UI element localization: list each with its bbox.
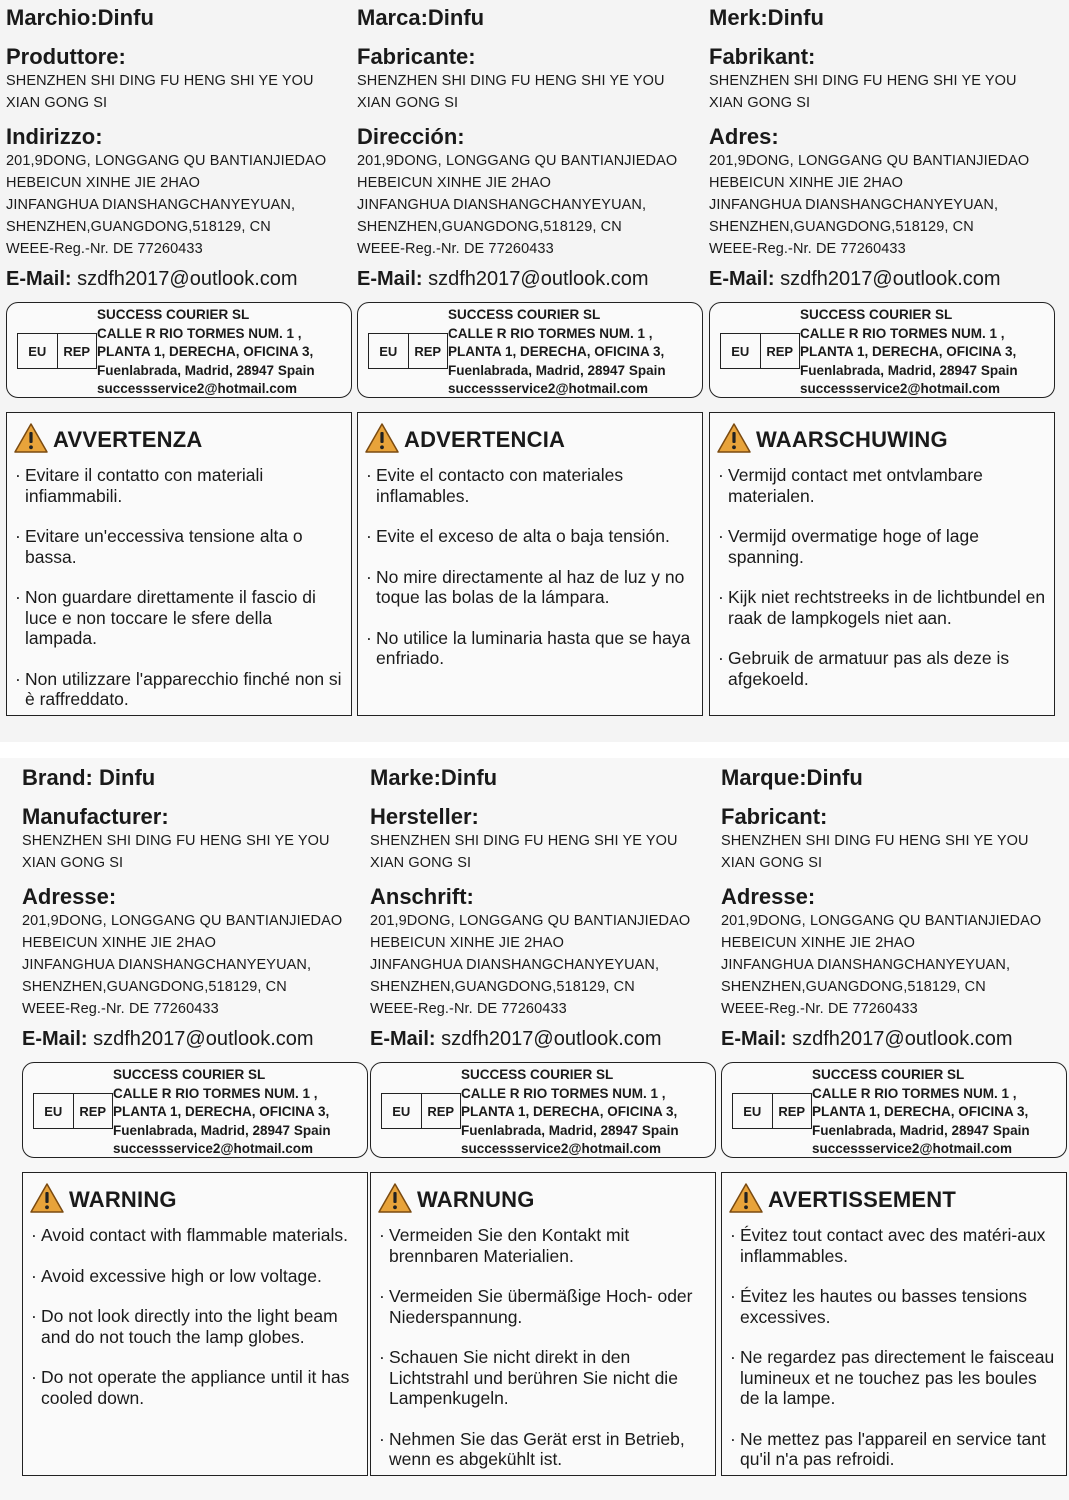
warning-item: · Evitare un'eccessiva tensione alta o bassa. (15, 526, 343, 567)
warning-list (7, 461, 351, 710)
eu-rep-address (97, 306, 315, 399)
email-label: E-Mail: (370, 1028, 436, 1050)
warning-title: WAARSCHUWING (756, 427, 948, 452)
warning-box (721, 1172, 1067, 1476)
manufacturer-line: SHENZHEN SHI DING FU HENG SHI YE YOU (721, 833, 1029, 849)
address-label: Adresse: (721, 884, 816, 909)
label-column (370, 764, 716, 1476)
eu-tag: EU (382, 1094, 422, 1128)
address-line: HEBEICUN XINHE JIE 2HAO (721, 935, 916, 951)
warning-item: · Do not look directly into the light beam and do not touch the lamp globes. (31, 1306, 359, 1347)
manufacturer-line: SHENZHEN SHI DING FU HENG SHI YE YOU (357, 73, 665, 89)
eu-rep-line: CALLE R RIO TORMES NUM. 1 , (461, 1085, 666, 1101)
eu-rep-box (22, 1062, 368, 1158)
eu-tag: EU (721, 334, 761, 368)
email-address: szdfh2017@outlook.com (780, 268, 1001, 290)
brand-line: Merk:Dinfu (709, 5, 824, 30)
warning-item: · Evite el exceso de alta o baja tensión. (366, 526, 694, 547)
eu-rep-line: CALLE R RIO TORMES NUM. 1 , (448, 325, 653, 341)
email-address: szdfh2017@outlook.com (428, 268, 649, 290)
warning-box (370, 1172, 716, 1476)
eu-rep-line: SUCCESS COURIER SL (812, 1067, 965, 1082)
manufacturer-label: Fabricant: (721, 804, 828, 829)
warning-item: · Do not operate the appliance until it has cooled down. (31, 1367, 359, 1408)
eu-rep-line: CALLE R RIO TORMES NUM. 1 , (113, 1085, 318, 1101)
address-label: Dirección: (357, 124, 465, 149)
eu-rep-badge (33, 1093, 113, 1129)
address-line: JINFANGHUA DIANSHANGCHANYEYUAN, (6, 197, 296, 213)
brand-line: Marque:Dinfu (721, 765, 863, 790)
address-line: HEBEICUN XINHE JIE 2HAO (709, 175, 904, 191)
warning-header (722, 1179, 1066, 1221)
warning-list (710, 461, 1054, 689)
address-line: SHENZHEN,GUANGDONG,518129, CN (709, 219, 974, 235)
warning-box (22, 1172, 368, 1476)
address-line: 201,9DONG, LONGGANG QU BANTIANJIEDAO (709, 153, 1030, 169)
warning-title: AVERTISSEMENT (768, 1187, 956, 1212)
manufacturer-line: SHENZHEN SHI DING FU HENG SHI YE YOU (370, 833, 678, 849)
manufacturer-line: SHENZHEN SHI DING FU HENG SHI YE YOU (22, 833, 330, 849)
manufacturer-label: Produttore: (6, 44, 126, 69)
warning-triangle-icon (13, 422, 53, 459)
address-line: HEBEICUN XINHE JIE 2HAO (6, 175, 201, 191)
warning-header (23, 1179, 367, 1221)
email-row (357, 266, 703, 292)
eu-rep-line: successservice2@hotmail.com (800, 381, 1001, 396)
eu-rep-line: successservice2@hotmail.com (448, 381, 649, 396)
brand-line: Marke:Dinfu (370, 765, 498, 790)
eu-rep-box (709, 302, 1055, 398)
address-line: SHENZHEN,GUANGDONG,518129, CN (6, 219, 271, 235)
email-label: E-Mail: (22, 1028, 88, 1050)
email-label: E-Mail: (721, 1028, 787, 1050)
label-column (6, 4, 352, 716)
address-line: WEEE-Reg.-Nr. DE 77260433 (709, 241, 906, 257)
warning-item: · Non guardare direttamente il fascio di luce e non toccare le sfere della lampada. (15, 587, 343, 649)
eu-rep-address (812, 1066, 1030, 1159)
address-line: HEBEICUN XINHE JIE 2HAO (22, 935, 217, 951)
address-line: HEBEICUN XINHE JIE 2HAO (357, 175, 552, 191)
rep-tag: REP (414, 343, 442, 359)
warning-triangle-icon (29, 1182, 69, 1219)
eu-rep-line: PLANTA 1, DERECHA, OFICINA 3, (461, 1104, 678, 1119)
warning-item: · Ne mettez pas l'appareil en service tant qu'il n'a pas refroidi. (730, 1429, 1058, 1470)
eu-tag: EU (369, 334, 409, 368)
address-line: 201,9DONG, LONGGANG QU BANTIANJIEDAO (721, 913, 1042, 929)
eu-rep-line: successservice2@hotmail.com (113, 1141, 314, 1156)
warning-list (371, 1221, 715, 1470)
eu-rep-line: Fuenlabrada, Madrid, 28947 Spain (800, 362, 1018, 378)
email-row (22, 1026, 368, 1052)
warning-item: · Vermijd contact met ontvlambare materialen. (718, 465, 1046, 506)
label-column (721, 764, 1067, 1476)
address-line: JINFANGHUA DIANSHANGCHANYEYUAN, (721, 957, 1011, 973)
warning-triangle-icon (716, 422, 756, 459)
manufacturer-line: XIAN GONG SI (721, 855, 823, 871)
warning-box (6, 412, 352, 716)
eu-rep-badge (720, 333, 800, 369)
eu-rep-line: SUCCESS COURIER SL (448, 307, 601, 322)
eu-rep-line: successservice2@hotmail.com (812, 1141, 1013, 1156)
eu-rep-line: successservice2@hotmail.com (97, 381, 298, 396)
address-line: WEEE-Reg.-Nr. DE 77260433 (721, 1001, 918, 1017)
eu-rep-line: Fuenlabrada, Madrid, 28947 Spain (97, 362, 315, 378)
address-line: JINFANGHUA DIANSHANGCHANYEYUAN, (22, 957, 312, 973)
manufacturer-line: XIAN GONG SI (22, 855, 124, 871)
warning-header (710, 419, 1054, 461)
eu-rep-line: PLANTA 1, DERECHA, OFICINA 3, (448, 344, 665, 359)
brand-line: Marchio:Dinfu (6, 5, 154, 30)
address-line: SHENZHEN,GUANGDONG,518129, CN (22, 979, 287, 995)
email-row (709, 266, 1055, 292)
warning-title: ADVERTENCIA (404, 427, 566, 452)
email-address: szdfh2017@outlook.com (93, 1028, 314, 1050)
eu-rep-badge (368, 333, 448, 369)
eu-rep-box (6, 302, 352, 398)
warning-item: · Evite el contacto con materiales inflamables. (366, 465, 694, 506)
address-line: 201,9DONG, LONGGANG QU BANTIANJIEDAO (6, 153, 327, 169)
address-line: JINFANGHUA DIANSHANGCHANYEYUAN, (370, 957, 660, 973)
eu-tag: EU (18, 334, 58, 368)
rep-tag: REP (427, 1103, 455, 1119)
rep-tag: REP (63, 343, 91, 359)
eu-rep-line: SUCCESS COURIER SL (800, 307, 953, 322)
eu-rep-address (461, 1066, 679, 1159)
address-label: Adresse: (22, 884, 117, 909)
eu-rep-line: Fuenlabrada, Madrid, 28947 Spain (812, 1122, 1030, 1138)
warning-item: · Évitez tout contact avec des matéri-aux inflammables. (730, 1225, 1058, 1266)
eu-rep-badge (17, 333, 97, 369)
warning-item: · No utilice la luminaria hasta que se haya enfriado. (366, 628, 694, 669)
eu-rep-line: CALLE R RIO TORMES NUM. 1 , (97, 325, 302, 341)
warning-title: AVVERTENZA (53, 427, 203, 452)
eu-rep-line: Fuenlabrada, Madrid, 28947 Spain (448, 362, 666, 378)
eu-rep-line: SUCCESS COURIER SL (113, 1067, 266, 1082)
address-line: WEEE-Reg.-Nr. DE 77260433 (370, 1001, 567, 1017)
address-line: JINFANGHUA DIANSHANGCHANYEYUAN, (357, 197, 647, 213)
warning-triangle-icon (728, 1182, 768, 1219)
warning-item: · Avoid contact with flammable materials. (31, 1225, 359, 1246)
email-address: szdfh2017@outlook.com (792, 1028, 1013, 1050)
manufacturer-line: SHENZHEN SHI DING FU HENG SHI YE YOU (709, 73, 1017, 89)
warning-title: WARNUNG (417, 1187, 535, 1212)
warning-item: · Kijk niet rechtstreeks in de lichtbundel en raak de lampkogels niet aan. (718, 587, 1046, 628)
eu-rep-line: successservice2@hotmail.com (461, 1141, 662, 1156)
brand-line: Brand: Dinfu (22, 765, 156, 790)
manufacturer-label: Fabrikant: (709, 44, 816, 69)
warning-header (358, 419, 702, 461)
address-line: 201,9DONG, LONGGANG QU BANTIANJIEDAO (22, 913, 343, 929)
eu-rep-line: PLANTA 1, DERECHA, OFICINA 3, (97, 344, 314, 359)
warning-item: · Ne regardez pas directement le faisceau lumineux et ne touchez pas les boules de la lampe. (730, 1347, 1058, 1409)
email-row (721, 1026, 1067, 1052)
eu-rep-line: SUCCESS COURIER SL (97, 307, 250, 322)
rep-tag: REP (766, 343, 794, 359)
address-line: WEEE-Reg.-Nr. DE 77260433 (6, 241, 203, 257)
warning-triangle-icon (377, 1182, 417, 1219)
address-line: HEBEICUN XINHE JIE 2HAO (370, 935, 565, 951)
manufacturer-line: XIAN GONG SI (370, 855, 472, 871)
rep-tag: REP (79, 1103, 107, 1119)
warning-item: · Vermeiden Sie den Kontakt mit brennbaren Materialien. (379, 1225, 707, 1266)
warning-item: · Évitez les hautes ou basses tensions excessives. (730, 1286, 1058, 1327)
warning-box (709, 412, 1055, 716)
eu-rep-address (448, 306, 666, 399)
warning-item: · Nehmen Sie das Gerät erst in Betrieb, wenn es abgekühlt ist. (379, 1429, 707, 1470)
eu-rep-line: SUCCESS COURIER SL (461, 1067, 614, 1082)
address-line: SHENZHEN,GUANGDONG,518129, CN (721, 979, 986, 995)
eu-rep-box (370, 1062, 716, 1158)
manufacturer-label: Manufacturer: (22, 804, 169, 829)
email-row (370, 1026, 716, 1052)
warning-item: · Avoid excessive high or low voltage. (31, 1266, 359, 1287)
rep-tag: REP (778, 1103, 806, 1119)
eu-rep-line: PLANTA 1, DERECHA, OFICINA 3, (800, 344, 1017, 359)
warning-triangle-icon (364, 422, 404, 459)
address-label: Adres: (709, 124, 779, 149)
brand-line: Marca:Dinfu (357, 5, 485, 30)
warning-list (358, 461, 702, 669)
manufacturer-line: SHENZHEN SHI DING FU HENG SHI YE YOU (6, 73, 314, 89)
address-line: SHENZHEN,GUANGDONG,518129, CN (370, 979, 635, 995)
warning-header (371, 1179, 715, 1221)
eu-rep-line: PLANTA 1, DERECHA, OFICINA 3, (113, 1104, 330, 1119)
warning-item: · Evitare il contatto con materiali infiammabili. (15, 465, 343, 506)
eu-tag: EU (34, 1094, 74, 1128)
warning-item: · Non utilizzare l'apparecchio finché non si è raffreddato. (15, 669, 343, 710)
address-line: JINFANGHUA DIANSHANGCHANYEYUAN, (709, 197, 999, 213)
label-column (709, 4, 1055, 716)
warning-item: · Schauen Sie nicht direkt in den Lichtstrahl und berühren Sie nicht die Lampenkugeln. (379, 1347, 707, 1409)
manufacturer-line: XIAN GONG SI (357, 95, 459, 111)
eu-rep-box (357, 302, 703, 398)
address-line: SHENZHEN,GUANGDONG,518129, CN (357, 219, 622, 235)
manufacturer-label: Hersteller: (370, 804, 479, 829)
eu-rep-address (800, 306, 1018, 399)
warning-item: · No mire directamente al haz de luz y no toque las bolas de la lámpara. (366, 567, 694, 608)
warning-title: WARNING (69, 1187, 177, 1212)
email-row (6, 266, 352, 292)
warning-list (722, 1221, 1066, 1470)
eu-rep-line: Fuenlabrada, Madrid, 28947 Spain (113, 1122, 331, 1138)
eu-rep-box (721, 1062, 1067, 1158)
warning-box (357, 412, 703, 716)
address-label: Anschrift: (370, 884, 474, 909)
address-label: Indirizzo: (6, 124, 103, 149)
address-line: 201,9DONG, LONGGANG QU BANTIANJIEDAO (370, 913, 691, 929)
warning-header (7, 419, 351, 461)
eu-rep-line: CALLE R RIO TORMES NUM. 1 , (812, 1085, 1017, 1101)
email-address: szdfh2017@outlook.com (77, 268, 298, 290)
eu-rep-line: PLANTA 1, DERECHA, OFICINA 3, (812, 1104, 1029, 1119)
label-column (22, 764, 368, 1476)
address-line: 201,9DONG, LONGGANG QU BANTIANJIEDAO (357, 153, 678, 169)
eu-rep-badge (381, 1093, 461, 1129)
eu-rep-badge (732, 1093, 812, 1129)
eu-rep-line: CALLE R RIO TORMES NUM. 1 , (800, 325, 1005, 341)
eu-rep-line: Fuenlabrada, Madrid, 28947 Spain (461, 1122, 679, 1138)
eu-rep-address (113, 1066, 331, 1159)
address-line: WEEE-Reg.-Nr. DE 77260433 (22, 1001, 219, 1017)
label-column (357, 4, 703, 716)
manufacturer-line: XIAN GONG SI (709, 95, 811, 111)
address-line: WEEE-Reg.-Nr. DE 77260433 (357, 241, 554, 257)
warning-item: · Gebruik de armatuur pas als deze is afgekoeld. (718, 648, 1046, 689)
warning-item: · Vermeiden Sie übermäßige Hoch- oder Niederspannung. (379, 1286, 707, 1327)
manufacturer-label: Fabricante: (357, 44, 476, 69)
eu-tag: EU (733, 1094, 773, 1128)
email-label: E-Mail: (709, 268, 775, 290)
warning-item: · Vermijd overmatige hoge of lage spanning. (718, 526, 1046, 567)
email-label: E-Mail: (6, 268, 72, 290)
email-label: E-Mail: (357, 268, 423, 290)
warning-list (23, 1221, 367, 1408)
manufacturer-line: XIAN GONG SI (6, 95, 108, 111)
email-address: szdfh2017@outlook.com (441, 1028, 662, 1050)
